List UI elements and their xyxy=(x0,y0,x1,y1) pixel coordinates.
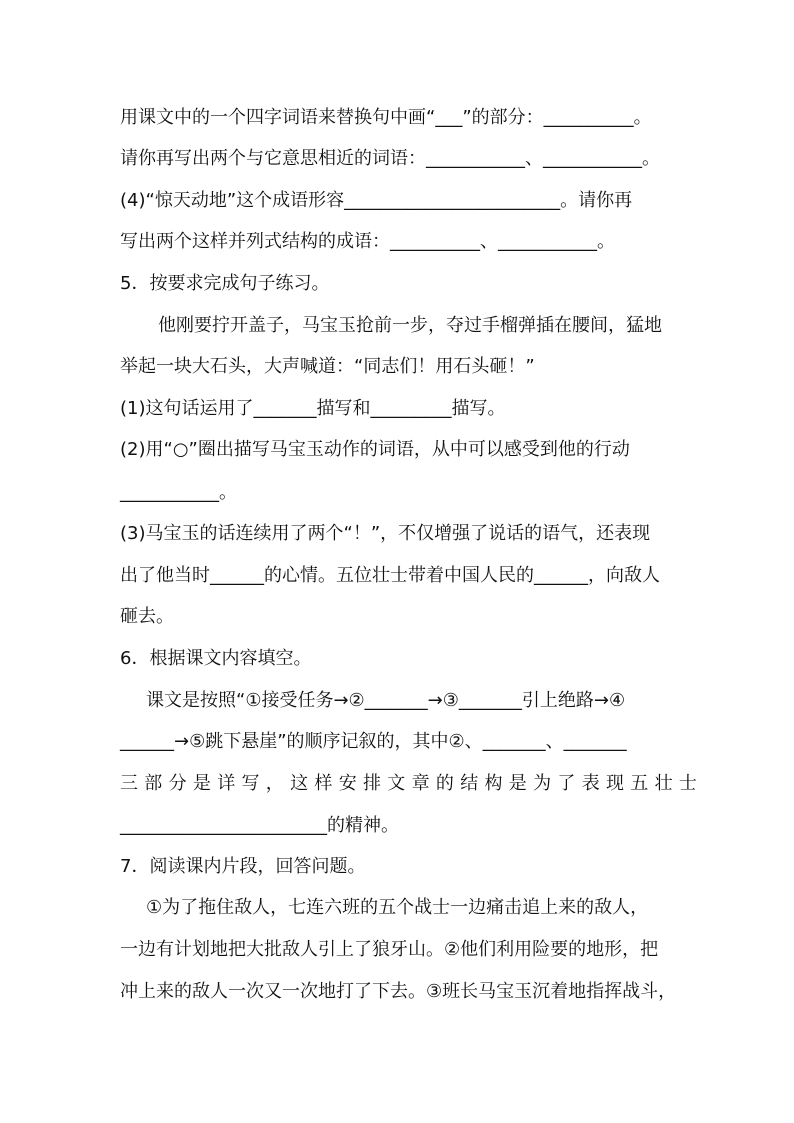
section-5-question-3-end: 砸去。 xyxy=(120,606,174,627)
section-7-passage-line-1: ①为了拖住敌人，七连六班的五个战士一边痛击追上来的敌人， xyxy=(146,897,649,918)
section-7-passage-line-2: 一边有计划地把大批敌人引上了狼牙山。②他们利用险要的地形，把 xyxy=(120,939,659,960)
question-3-replace-word: 用课文中的一个四字词语来替换句中画“___”的部分：__________。 xyxy=(120,107,652,128)
section-5-question-3-cont: 出了他当时______的心情。五位壮士带着中国人民的______，向敌人 xyxy=(120,565,660,586)
section-6-line-2: ______→⑤跳下悬崖”的顺序记叙的，其中②、_______、_______ xyxy=(120,731,627,752)
section-5-question-2: (2)用“○”圈出描写马宝玉动作的词语，从中可以感受到他的行动 xyxy=(120,439,630,460)
section-5-passage-line-2: 举起一块大石头，大声喊道：“同志们！用石头砸！” xyxy=(120,356,535,377)
section-5-question-1: (1)这句话运用了_______描写和_________描写。 xyxy=(120,398,506,419)
section-5-question-2-blank: ___________。 xyxy=(120,482,237,503)
section-6-heading: 6．根据课文内容填空。 xyxy=(120,648,312,669)
question-3-synonyms: 请你再写出两个与它意思相近的词语：___________、___________。 xyxy=(120,148,660,169)
section-7-passage-line-3: 冲上来的敌人一次又一次地打了下去。③班长马宝玉沉着地指挥战斗， xyxy=(120,981,677,1002)
question-4-idiom: (4)“惊天动地”这个成语形容________________________。请你再 xyxy=(120,190,633,211)
section-5-passage-line-1: 他刚要拧开盖子，马宝玉抢前一步，夺过手榴弹插在腰间，猛地 xyxy=(158,315,662,336)
section-5-question-3: (3)马宝玉的话连续用了两个“！”，不仅增强了说话的语气，还表现 xyxy=(120,523,651,544)
section-7-heading: 7．阅读课内片段，回答问题。 xyxy=(120,856,366,877)
question-4-idiom-examples: 写出两个这样并列式结构的成语：__________、___________。 xyxy=(120,231,615,252)
section-5-heading: 5．按要求完成句子练习。 xyxy=(120,273,330,294)
section-6-line-4: _______________________的精神。 xyxy=(120,815,399,836)
section-6-line-1: 课文是按照“①接受任务→②_______→③_______引上绝路→④ xyxy=(146,690,626,711)
section-6-line-3: 三部分是详写，这样安排文章的结构是为了表现五壮士 xyxy=(120,773,704,794)
